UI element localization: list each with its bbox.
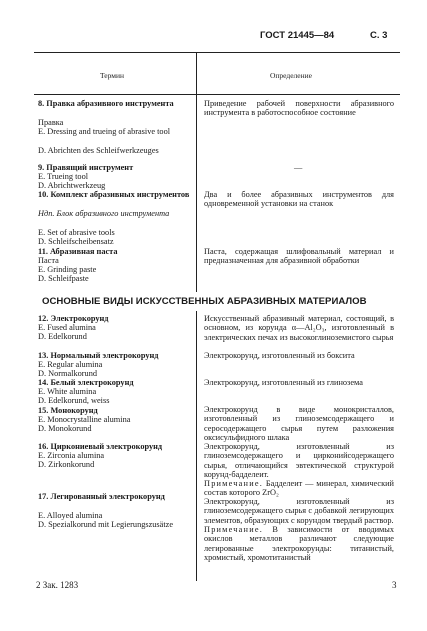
term-8-short: Правка — [38, 118, 64, 127]
section-title: ОСНОВНЫЕ ВИДЫ ИСКУССТВЕННЫХ АБРАЗИВНЫХ МАТЕРИАЛОВ — [42, 296, 367, 307]
term-14-title: 14. Белый электрокорунд — [38, 378, 134, 387]
term-13-en: E. Regular alumina — [38, 360, 103, 369]
term-12-en: E. Fused alumina — [38, 323, 96, 332]
term-15-de: D. Monokorund — [38, 424, 92, 433]
column-header-terms: Термин — [100, 71, 125, 80]
definition-14: Электрокорунд, изготовленный из глинозема — [204, 378, 363, 387]
term-8-en: E. Dressing and trueing of abrasive tool — [38, 127, 171, 136]
term-12-de: D. Edelkorund — [38, 332, 87, 341]
note-label: Примечание. — [204, 525, 263, 534]
term-11-de: D. Schleifpaste — [38, 274, 89, 283]
term-11-title: 11. Абразивная паста — [38, 247, 118, 256]
term-10-de: D. Schleifscheibensatz — [38, 237, 114, 246]
term-15-en: E. Monocrystalline alumina — [38, 415, 131, 424]
term-11-en: E. Grinding paste — [38, 265, 97, 274]
definition-11: Паста, содержащая шлифовальный материал и предназначенная для абразивной обработки — [204, 247, 394, 266]
table-top-rule — [34, 52, 400, 53]
footer-order-number: 2 Зак. 1283 — [36, 580, 79, 590]
column-divider-top — [196, 52, 197, 292]
term-10-deprecated: Ндп. Блок абразивного инструмента — [38, 209, 170, 218]
definition-16: Электрокорунд, изготовленный из глиноземсодержащего и цирконийсодержащего сырья, отличающийся эвтектической структурой корунд-бадделеит. — [204, 442, 394, 480]
term-16-en: E. Zirconia alumina — [38, 451, 105, 460]
term-12-title: 12. Электрокорунд — [38, 314, 109, 323]
definition-15: Электрокорунд в виде монокристаллов, изготовленный из глиноземсодержащего и серосодержащего сырья путем разложения оксисульфидного шлака — [204, 405, 394, 443]
term-16-de: D. Zirkonkorund — [38, 460, 95, 469]
definition-8: Приведение рабочей поверхности абразивного инструмента в работоспособное состояние — [204, 99, 394, 118]
term-15-title: 15. Монокорунд — [38, 406, 98, 415]
term-8-de: D. Abrichten des Schleifwerkzeuges — [38, 146, 159, 155]
term-9-de: D. Abrichtwerkzeug — [38, 181, 106, 190]
term-17-en: E. Alloyed alumina — [38, 511, 103, 520]
term-9-title: 9. Правящий инструмент — [38, 163, 134, 172]
definition-9: — — [294, 163, 303, 172]
definition-13: Электрокорунд, изготовленный из боксита — [204, 351, 355, 360]
page-number-header: С. 3 — [370, 30, 388, 41]
footer-page-number: 3 — [392, 580, 397, 590]
column-header-definition: Определение — [270, 71, 312, 80]
term-9-en: E. Trueing tool — [38, 172, 89, 181]
term-17-de: D. Spezialkorund mit Legierungszusätze — [38, 520, 174, 529]
definition-10: Два и более абразивных инструментов для одновременной установки на станок — [204, 190, 394, 209]
term-11-short: Паста — [38, 256, 59, 265]
term-8-title: 8. Правка абразивного инструмента — [38, 99, 174, 108]
term-10-title: 10. Комплект абразивных инструментов — [38, 190, 190, 199]
definition-17-note — [204, 525, 394, 563]
column-divider-bottom — [196, 311, 197, 581]
definition-12: Искусственный абразивный материал, состоящий, в основном, из корунда α—Al₂O₃, изготовленный в электрических печах из высокоглиноземистого сырья — [204, 314, 394, 342]
term-13-de: D. Normalkorund — [38, 369, 97, 378]
document-code: ГОСТ 21445—84 — [260, 30, 335, 41]
term-17-title: 17. Легированный электрокорунд — [38, 492, 165, 501]
term-16-title: 16. Циркониевый электрокорунд — [38, 442, 163, 451]
table-header-rule — [34, 94, 400, 95]
note-label: Примечание. — [204, 479, 263, 488]
definition-16-note — [204, 479, 394, 498]
term-13-title: 13. Нормальный электрокорунд — [38, 351, 159, 360]
term-14-de: D. Edelkorund, weiss — [38, 396, 110, 405]
note-text: В зависимости от вводимых окислов металлов различают следующие легированные электрокорунды: титанистый, хромистый, хромотитанистый — [204, 525, 394, 563]
definition-17: Электрокорунд, изготовленный из глиноземсодержащего сырья с добавкой легирующих элементов, образующих с корундом твердый раствор. — [204, 497, 394, 525]
term-14-en: E. White alumina — [38, 387, 97, 396]
term-10-en: E. Set of abrasive tools — [38, 228, 115, 237]
note-text: Бадделеит — минерал, химический состав которого ZrO₂ — [204, 479, 394, 498]
